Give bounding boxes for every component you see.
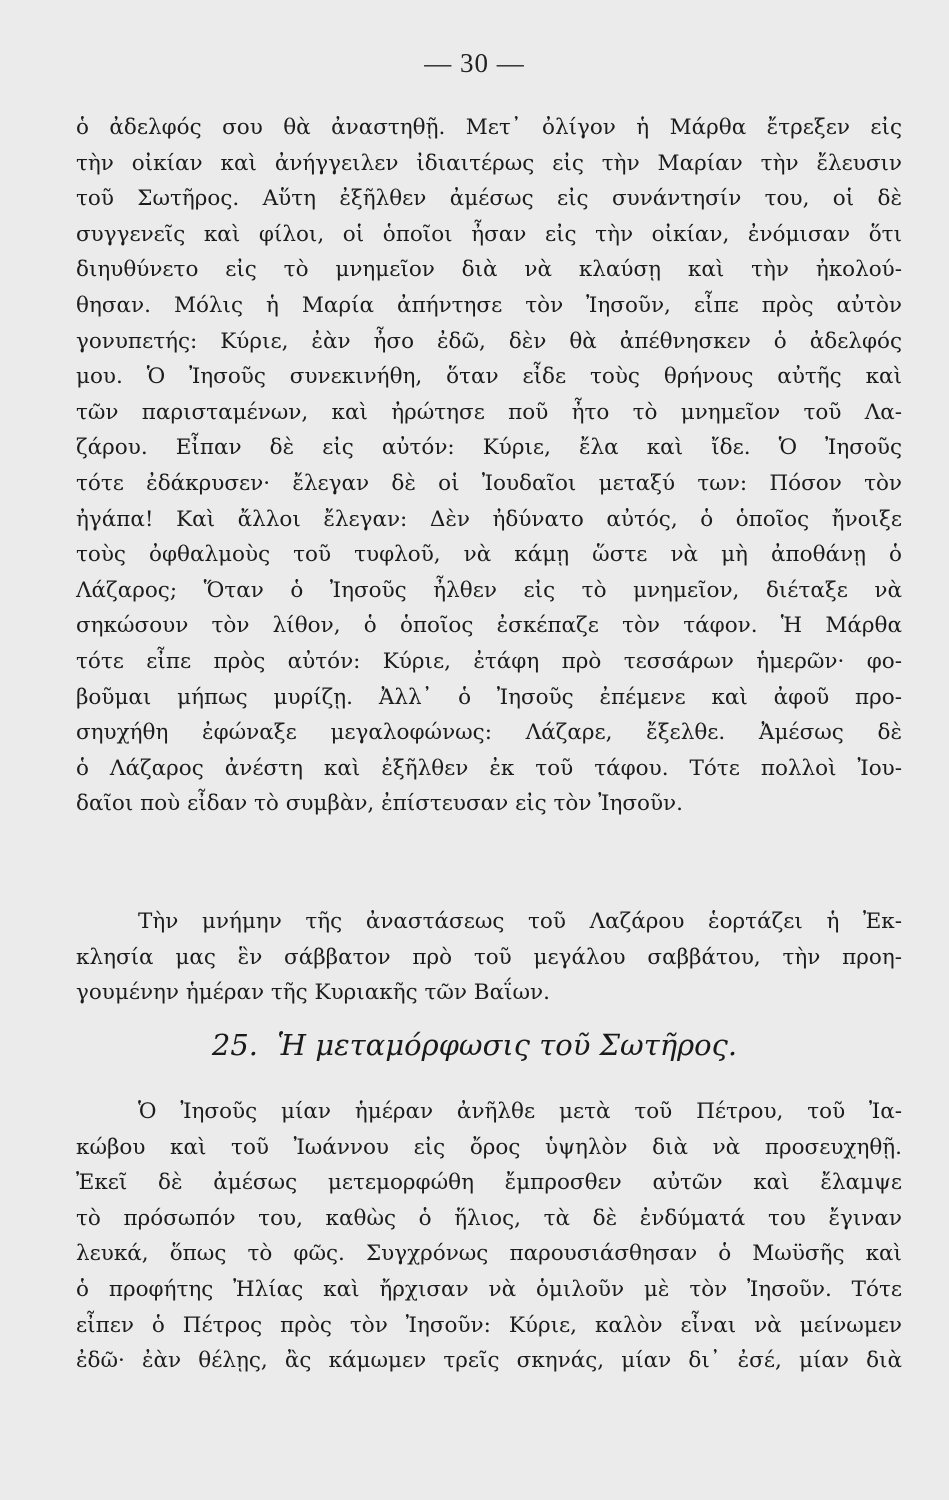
text-line: τὴν οἰκίαν καὶ ἀνήγγειλεν ἰδιαιτέρως εἰς τὴν Μαρίαν τὴν ἔλευσιν — [76, 150, 902, 176]
text-line: γουμένην ἡμέραν τῆς Κυριακῆς τῶν Βαΐων. — [76, 980, 550, 1006]
text-line: δαῖοι ποὺ εἶδαν τὸ συμβὰν, ἐπίστευσαν εἰς τὸν Ἰησοῦν. — [76, 791, 683, 817]
text-line: τῶν παρισταμένων, καὶ ἠρώτησε ποῦ ἦτο τὸ μνημεῖον τοῦ Λα- — [76, 399, 902, 425]
text-line: Τὴν μνήμην τῆς ἀναστάσεως τοῦ Λαζάρου ἑορτάζει ἡ Ἐκ- — [138, 909, 902, 934]
text-line: σηυχήθη ἐφώναξε μεγαλοφώνως: Λάζαρε, ἔξελθε. Ἀμέσως δὲ — [76, 720, 902, 746]
text-line: τοὺς ὀφθαλμοὺς τοῦ τυφλοῦ, νὰ κάμῃ ὥστε νὰ μὴ ἀποθάνῃ ὁ — [76, 542, 902, 568]
text-line: εἶπεν ὁ Πέτρος πρὸς τὸν Ἰησοῦν: Κύριε, καλὸν εἶναι νὰ μείνωμεν — [76, 1312, 902, 1338]
text-line: τὸ πρόσωπόν του, καθὼς ὁ ἥλιος, τὰ δὲ ἐνδύματά του ἔγιναν — [76, 1205, 902, 1231]
text-line: διηυθύνετο εἰς τὸ μνημεῖον διὰ νὰ κλαύσῃ καὶ τὴν ἠκολού- — [76, 257, 902, 283]
text-line: ὁ ἀδελφός σου θὰ ἀναστηθῇ. Μετ᾽ ὀλίγον ἡ Μάρθα ἔτρεξεν εἰς — [76, 115, 902, 140]
text-line: κώβου καὶ τοῦ Ἰωάννου εἰς ὄρος ὑψηλὸν διὰ νὰ προσευχηθῇ. — [76, 1134, 902, 1160]
text-line: τοῦ Σωτῆρος. Αὕτη ἐξῆλθεν ἀμέσως εἰς συνάντησίν του, οἱ δὲ — [76, 186, 902, 212]
text-line: τότε ἐδάκρυσεν· ἔλεγαν δὲ οἱ Ἰουδαῖοι μεταξύ των: Πόσον τὸν — [76, 470, 902, 496]
text-line: ὁ προφήτης Ἠλίας καὶ ἤρχισαν νὰ ὁμιλοῦν μὲ τὸν Ἰησοῦν. Τότε — [76, 1276, 902, 1302]
section-heading — [0, 1028, 949, 1062]
text-line: βοῦμαι μήπως μυρίζῃ. Ἀλλ᾽ ὁ Ἰησοῦς ἐπέμενε καὶ ἀφοῦ προ- — [76, 684, 902, 710]
text-line: μου. Ὁ Ἰησοῦς συνεκινήθη, ὅταν εἶδε τοὺς θρήνους αὐτῆς καὶ — [76, 364, 902, 390]
text-line: σηκώσουν τὸν λίθον, ὁ ὁποῖος ἐσκέπαζε τὸν τάφον. Ἡ Μάρθα — [76, 613, 902, 639]
text-line: ὁ Λάζαρος ἀνέστη καὶ ἐξῆλθεν ἐκ τοῦ τάφου. Τότε πολλοὶ Ἰου- — [76, 755, 902, 781]
paragraph-lazarus — [76, 110, 902, 822]
page-number: — 30 — — [424, 48, 525, 78]
paragraph-transfiguration — [76, 1094, 902, 1379]
section-number: 25. — [211, 1028, 259, 1062]
text-line: θησαν. Μόλις ἡ Μαρία ἀπήντησε τὸν Ἰησοῦν, εἶπε πρὸς αὐτὸν — [76, 292, 902, 318]
section-title: Ἡ μεταμόρφωσις τοῦ Σωτῆρος. — [277, 1028, 738, 1062]
paragraph-feast — [76, 904, 902, 1011]
text-line: λευκά, ὅπως τὸ φῶς. Συγχρόνως παρουσιάσθησαν ὁ Μωϋσῆς καὶ — [76, 1241, 902, 1267]
text-line: Λάζαρος; Ὅταν ὁ Ἰησοῦς ἦλθεν εἰς τὸ μνημεῖον, διέταξε νὰ — [76, 577, 902, 603]
text-line: γονυπετής: Κύριε, ἐὰν ἦσο ἐδῶ, δὲν θὰ ἀπέθνησκεν ὁ ἀδελφός — [76, 328, 902, 354]
text-line: τότε εἶπε πρὸς αὐτόν: Κύριε, ἐτάφη πρὸ τεσσάρων ἡμερῶν· φο- — [76, 648, 902, 674]
text-line: κλησία μας ἓν σάββατον πρὸ τοῦ μεγάλου σαββάτου, τὴν προη- — [76, 944, 902, 970]
text-line: ζάρου. Εἶπαν δὲ εἰς αὐτόν: Κύριε, ἔλα καὶ ἴδε. Ὁ Ἰησοῦς — [76, 435, 902, 461]
text-line: συγγενεῖς καὶ φίλοι, οἱ ὁποῖοι ἦσαν εἰς τὴν οἰκίαν, ἐνόμισαν ὅτι — [76, 221, 902, 247]
text-line: Ἐκεῖ δὲ ἀμέσως μετεμορφώθη ἔμπροσθεν αὐτῶν καὶ ἔλαμψε — [76, 1170, 902, 1196]
text-line: Ὁ Ἰησοῦς μίαν ἡμέραν ἀνῆλθε μετὰ τοῦ Πέτρου, τοῦ Ἰα- — [138, 1099, 902, 1124]
text-line: ἐδῶ· ἐὰν θέλῃς, ἂς κάμωμεν τρεῖς σκηνάς, μίαν δι᾽ ἐσέ, μίαν διὰ — [76, 1348, 902, 1374]
text-line: ἠγάπα! Καὶ ἄλλοι ἔλεγαν: Δὲν ἠδύνατο αὐτός, ὁ ὁποῖος ἤνοιξε — [76, 506, 902, 532]
